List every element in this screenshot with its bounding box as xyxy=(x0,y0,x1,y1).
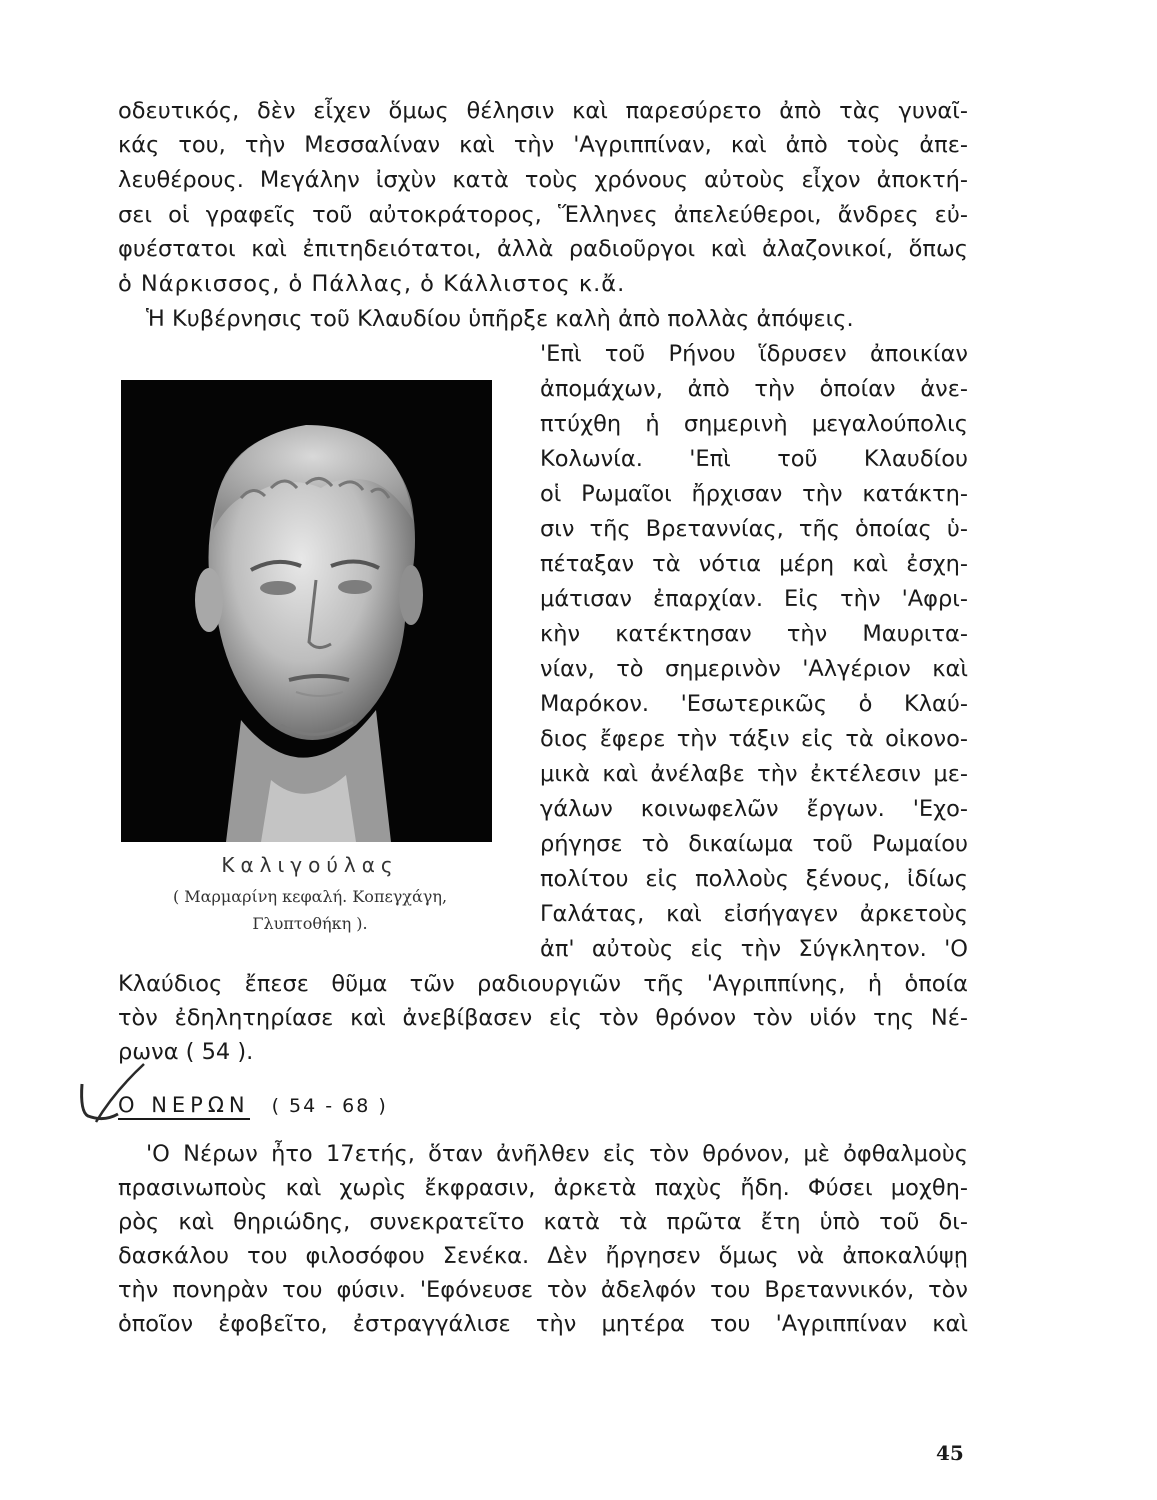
text-line: σιν τῆς Βρεταννίας, τῆς ὁποίας ὑ- xyxy=(540,516,968,542)
text-line: οἱ Ρωμαῖοι ἤρχισαν τὴν κατάκτη- xyxy=(540,481,968,507)
text-line: τὸν ἐδηλητηρίασε καὶ ἀνεβίβασεν εἰς τὸν θρόνον τὸν υἱόν της Νέ- xyxy=(118,1005,968,1031)
text-line: Ἡ Κυβέρνησις τοῦ Κλαυδίου ὑπῆρξε καλὴ ἀπὸ πολλὰς ἀπόψεις. xyxy=(146,306,854,332)
text-line: πρασινωποὺς καὶ χωρὶς ἔκφρασιν, ἀρκετὰ παχὺς ἤδη. Φύσει μοχθη- xyxy=(118,1175,968,1201)
text-line: τὴν πονηρὰν του φύσιν. 'Εφόνευσε τὸν ἀδελφόν του Βρεταννικόν, τὸν xyxy=(118,1277,968,1303)
portrait-drawing xyxy=(121,380,492,842)
text-line: Γαλάτας, καὶ εἰσήγαγεν ἀρκετοὺς xyxy=(540,901,968,927)
text-line: Κλαύδιος ἔπεσε θῦμα τῶν ραδιουργιῶν τῆς 'Αγριππίνης, ἡ ὁποία xyxy=(118,971,968,997)
text-line: λευθέρους. Μεγάλην ἰσχὺν κατὰ τοὺς χρόνους αὐτοὺς εἶχον ἀποκτή- xyxy=(118,167,968,193)
text-line: ὁ Νάρκισσος, ὁ Πάλλας, ὁ Κάλλιστος κ.ἄ. xyxy=(118,271,626,297)
text-line: Μαρόκον. 'Εσωτερικῶς ὁ Κλαύ- xyxy=(540,691,968,717)
text-line: πέταξαν τὰ νότια μέρη καὶ ἐσχη- xyxy=(540,551,968,577)
text-line: κὴν κατέκτησαν τὴν Μαυριτα- xyxy=(540,621,968,647)
figure-caption-title: Καλιγούλας xyxy=(221,853,399,877)
text-line: διος ἔφερε τὴν τάξιν εἰς τὰ οἰκονο- xyxy=(540,726,968,752)
text-line: ρωνα ( 54 ). xyxy=(118,1039,254,1065)
text-line: ρὸς καὶ θηριώδης, συνεκρατεῖτο κατὰ τὰ πρῶτα ἔτη ὑπὸ τοῦ δι- xyxy=(118,1209,968,1235)
text-line: ἀπομάχων, ἀπὸ τὴν ὁποίαν ἀνε- xyxy=(540,376,968,402)
section-heading xyxy=(118,1088,388,1122)
figure-caption-line: Γλυπτοθήκη ). xyxy=(252,914,368,933)
page-number: 45 xyxy=(936,1441,964,1465)
text-line: πτύχθη ἡ σημερινὴ μεγαλούπολις xyxy=(540,411,968,437)
text-line: νίαν, τὸ σημερινὸν 'Αλγέριον καὶ xyxy=(540,656,968,682)
text-line: μάτισαν ἐπαρχίαν. Εἰς τὴν 'Αφρι- xyxy=(540,586,968,612)
text-line: οδευτικός, δὲν εἶχεν ὅμως θέλησιν καὶ παρεσύρετο ἀπὸ τὰς γυναῖ- xyxy=(118,98,968,124)
text-line: 'Επὶ τοῦ Ρήνου ἵδρυσεν ἀποικίαν xyxy=(540,341,968,367)
figure-caption-line: ( Μαρμαρίνη κεφαλή. Κοπεγχάγη, xyxy=(172,887,448,906)
section-years: ( 54 - 68 ) xyxy=(271,1095,388,1117)
text-line: δασκάλου του φιλοσόφου Σενέκα. Δὲν ἤργησεν ὅμως νὰ ἀποκαλύψῃ xyxy=(118,1243,968,1269)
text-line: σει οἱ γραφεῖς τοῦ αὐτοκράτορος, Ἕλληνες ἀπελεύθεροι, ἄνδρες εὐ- xyxy=(118,202,968,228)
caligula-portrait-image xyxy=(121,380,492,842)
text-line: ρήγησε τὸ δικαίωμα τοῦ Ρωμαίου xyxy=(540,831,968,857)
text-line: γάλων κοινωφελῶν ἔργων. 'Εχο- xyxy=(540,796,968,822)
text-line: πολίτου εἰς πολλοὺς ξένους, ἰδίως xyxy=(540,866,968,892)
section-title: Ο ΝΕΡΩΝ xyxy=(118,1093,250,1120)
text-line: ἀπ' αὐτοὺς εἰς τὴν Σύγκλητον. 'Ο xyxy=(540,936,968,962)
text-line: μικὰ καὶ ἀνέλαβε τὴν ἐκτέλεσιν με- xyxy=(540,761,968,787)
text-line: 'Ο Νέρων ἦτο 17ετής, ὅταν ἀνῆλθεν εἰς τὸν θρόνον, μὲ ὀφθαλμοὺς xyxy=(146,1141,968,1167)
text-line: ὁποῖον ἐφοβεῖτο, ἐστραγγάλισε τὴν μητέρα του 'Αγριππίναν καὶ xyxy=(118,1311,968,1337)
text-line: κάς του, τὴν Μεσσαλίναν καὶ τὴν 'Αγριππίναν, καὶ ἀπὸ τοὺς ἀπε- xyxy=(118,132,968,158)
text-line: Κολωνία. 'Επὶ τοῦ Κλαυδίου xyxy=(540,446,968,472)
text-line: φυέστατοι καὶ ἐπιτηδειότατοι, ἀλλὰ ραδιοῦργοι καὶ ἀλαζονικοί, ὅπως xyxy=(118,236,968,262)
